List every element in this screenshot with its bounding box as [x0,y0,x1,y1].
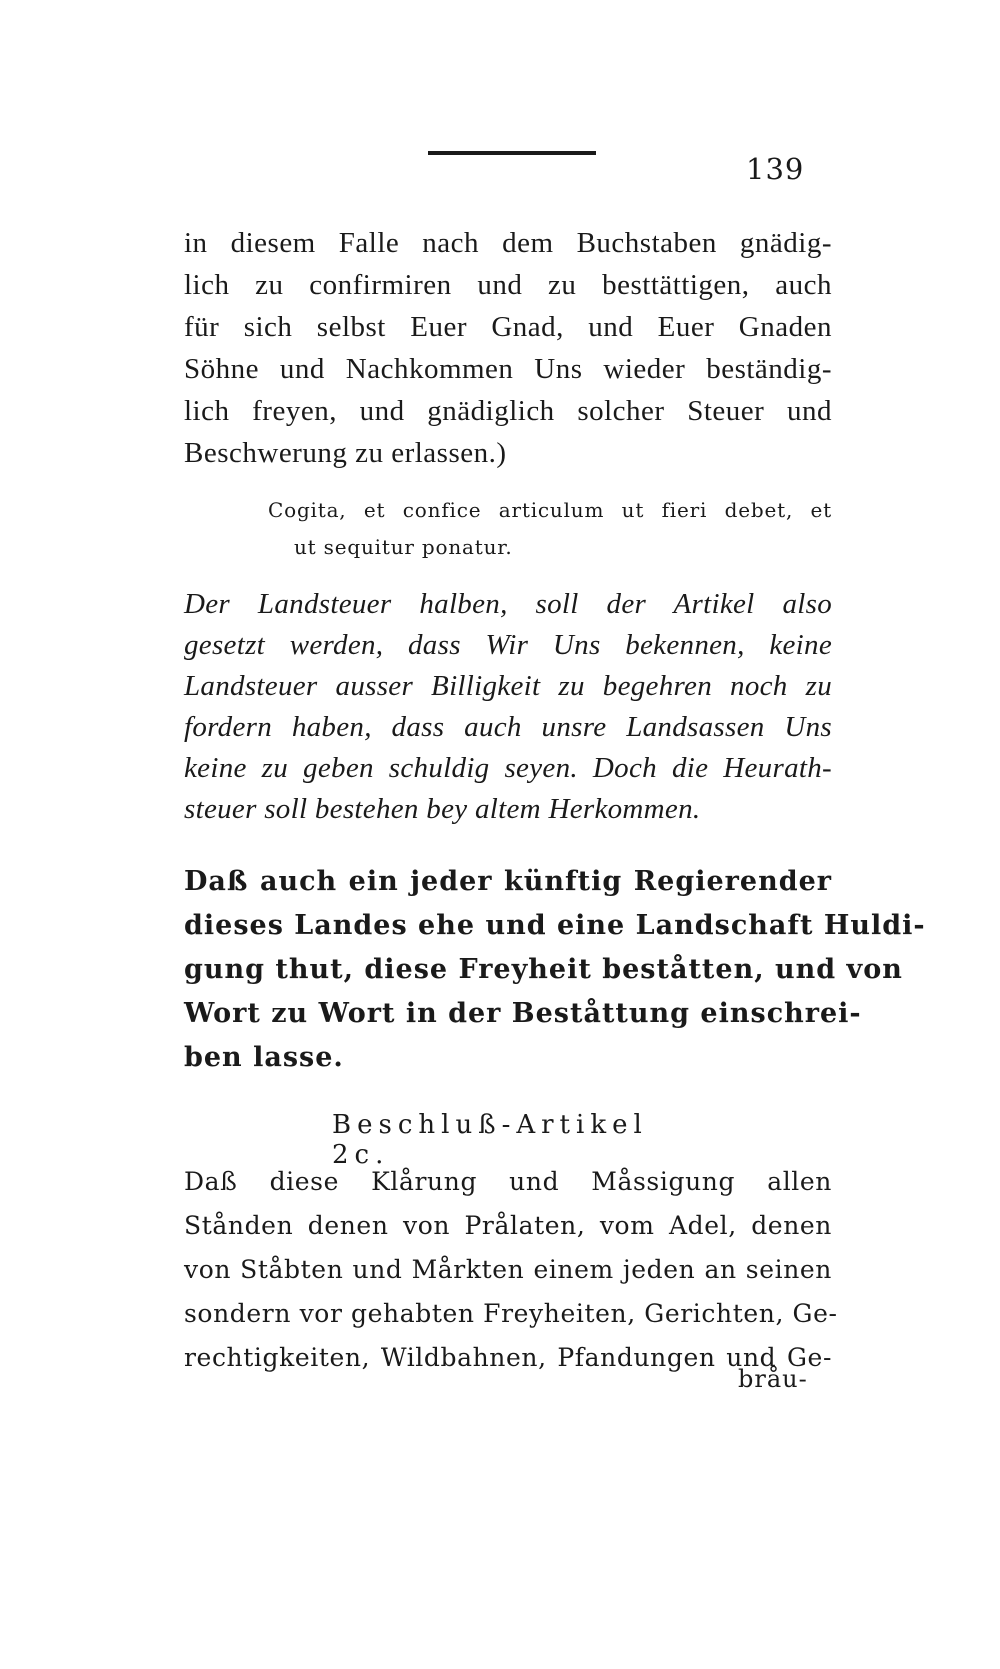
paragraph-fraktur-bold [184,860,926,1080]
text-line: von Ståbten und Mårkten einem jeden an seinen [184,1255,832,1284]
text-line: rechtigkeiten, Wildbahnen, Pfandungen und Ge- [184,1343,832,1372]
latin-note [268,492,832,566]
header-rule [428,151,596,155]
text-line: Wort zu Wort in der Beståttung einschrei- [184,998,862,1029]
text-line: sondern vor gehabten Freyheiten, Gerichten, Ge- [184,1299,838,1328]
catchword: bråu- [738,1365,808,1393]
text-line: Der Landsteuer halben, soll der Artikel also [184,588,832,620]
text-line: Daß auch ein jeder künftig Regierender [184,866,832,897]
text-line: steuer soll bestehen bey altem Herkommen. [184,793,701,825]
text-line: dieses Landes ehe und eine Landschaft Huldi- [184,910,926,941]
text-line: gesetzt werden, dass Wir Uns bekennen, keine [184,629,832,661]
text-line: Landsteuer ausser Billigkeit zu begehren noch zu [184,670,832,702]
paragraph-fraktur [184,1160,838,1380]
paragraph-roman [184,222,832,474]
text-line: ben lasse. [184,1042,344,1073]
text-line: keine zu geben schuldig seyen. Doch die Heurath- [184,752,832,784]
text-line: gung thut, diese Freyheit beståtten, und von [184,954,903,985]
page-number: 139 [746,152,805,186]
text-line: ut sequitur ponatur. [294,535,513,559]
text-line: lich freyen, und gnädiglich solcher Steuer und [184,395,832,427]
text-line: Stånden denen von Prålaten, vom Adel, denen [184,1211,832,1240]
text-line: fordern haben, dass auch unsre Landsassen Uns [184,711,832,743]
text-line: Söhne und Nachkommen Uns wieder beständig- [184,353,832,385]
paragraph-italic [184,584,832,830]
text-line: Daß diese Klårung und Måssigung allen [184,1167,832,1196]
text-line: lich zu confirmiren und zu besttättigen, auch [184,269,832,301]
text-line: für sich selbst Euer Gnad, und Euer Gnaden [184,311,832,343]
text-line: in diesem Falle nach dem Buchstaben gnädig- [184,227,832,259]
text-line: Cogita, et confice articulum ut fieri debet, et [268,498,832,522]
section-heading: Beschluß-Artikel 2c. [332,1110,648,1170]
text-line: Beschwerung zu erlassen.) [184,437,507,469]
